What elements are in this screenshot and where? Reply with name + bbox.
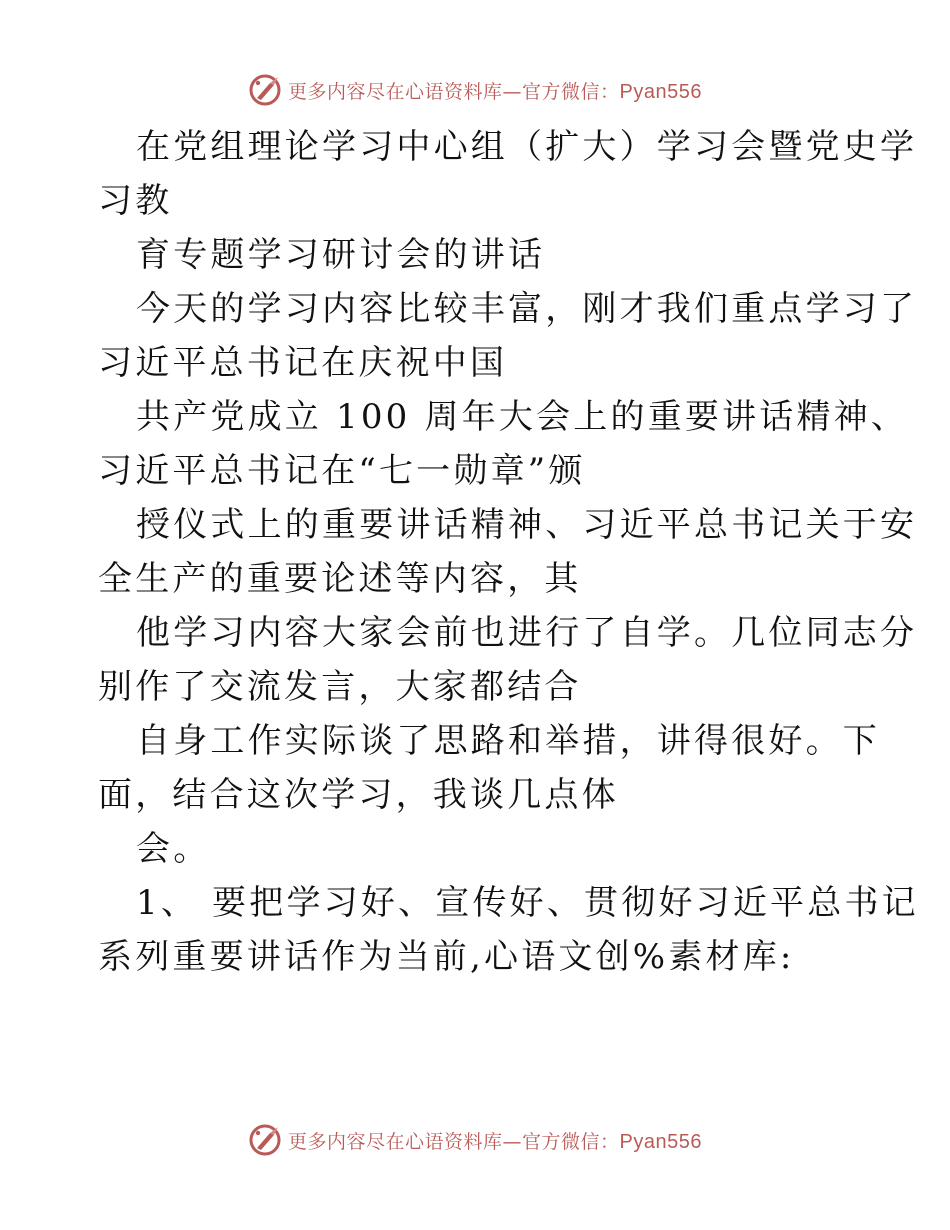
watermark-label: 更多内容尽在心语资料库—官方微信： [288, 1130, 620, 1153]
paragraph-section-heading [98, 876, 919, 984]
watermark-group [248, 73, 702, 107]
quill-circle-icon [248, 73, 282, 107]
document-body [98, 120, 919, 984]
text-line: 全生产的重要论述等内容，其 [98, 559, 582, 599]
paragraph [98, 390, 909, 498]
watermark-wechat-id: Pyan556 [619, 80, 702, 103]
paragraph [98, 714, 880, 822]
text-line: 授仪式上的重要讲话精神、习近平总书记关于安 [136, 505, 918, 545]
watermark-text [288, 77, 702, 104]
text-line: 共产党成立 100 周年大会上的重要讲话精神、 [136, 397, 909, 437]
paragraph-title [98, 120, 918, 228]
text-line: 会。 [136, 829, 211, 869]
text-line: 1、 要把学习好、宣传好、贯彻好习近平总书记 [136, 883, 919, 923]
watermark-group [248, 1123, 702, 1157]
text-line: 习近平总书记在庆祝中国 [98, 343, 508, 383]
paragraph [98, 498, 918, 606]
paragraph-title-cont [98, 228, 868, 282]
text-line: 今天的学习内容比较丰富，刚才我们重点学习了 [136, 289, 918, 329]
paragraph [98, 822, 868, 876]
watermark-wechat-id: Pyan556 [619, 1130, 702, 1153]
text-line: 面，结合这次学习，我谈几点体 [98, 775, 619, 815]
paragraph [98, 282, 918, 390]
footer-watermark [0, 1120, 950, 1160]
text-line: 在党组理论学习中心组（扩大）学习会暨党史学 [136, 127, 918, 167]
text-line: 习教 [98, 181, 173, 221]
paragraph [98, 606, 918, 714]
watermark-text [288, 1127, 702, 1154]
header-watermark [0, 70, 950, 110]
text-line: 习近平总书记在“七一勋章”颁 [98, 451, 586, 491]
watermark-label: 更多内容尽在心语资料库—官方微信： [288, 80, 620, 103]
text-line: 他学习内容大家会前也进行了自学。几位同志分 [136, 613, 918, 653]
text-line: 系列重要讲话作为当前,心语文创%素材库: [98, 937, 795, 977]
text-line: 别作了交流发言，大家都结合 [98, 667, 582, 707]
quill-circle-icon [248, 1123, 282, 1157]
text-line: 自身工作实际谈了思路和举措，讲得很好。下 [136, 721, 880, 761]
text-line: 育专题学习研讨会的讲话 [136, 235, 546, 275]
